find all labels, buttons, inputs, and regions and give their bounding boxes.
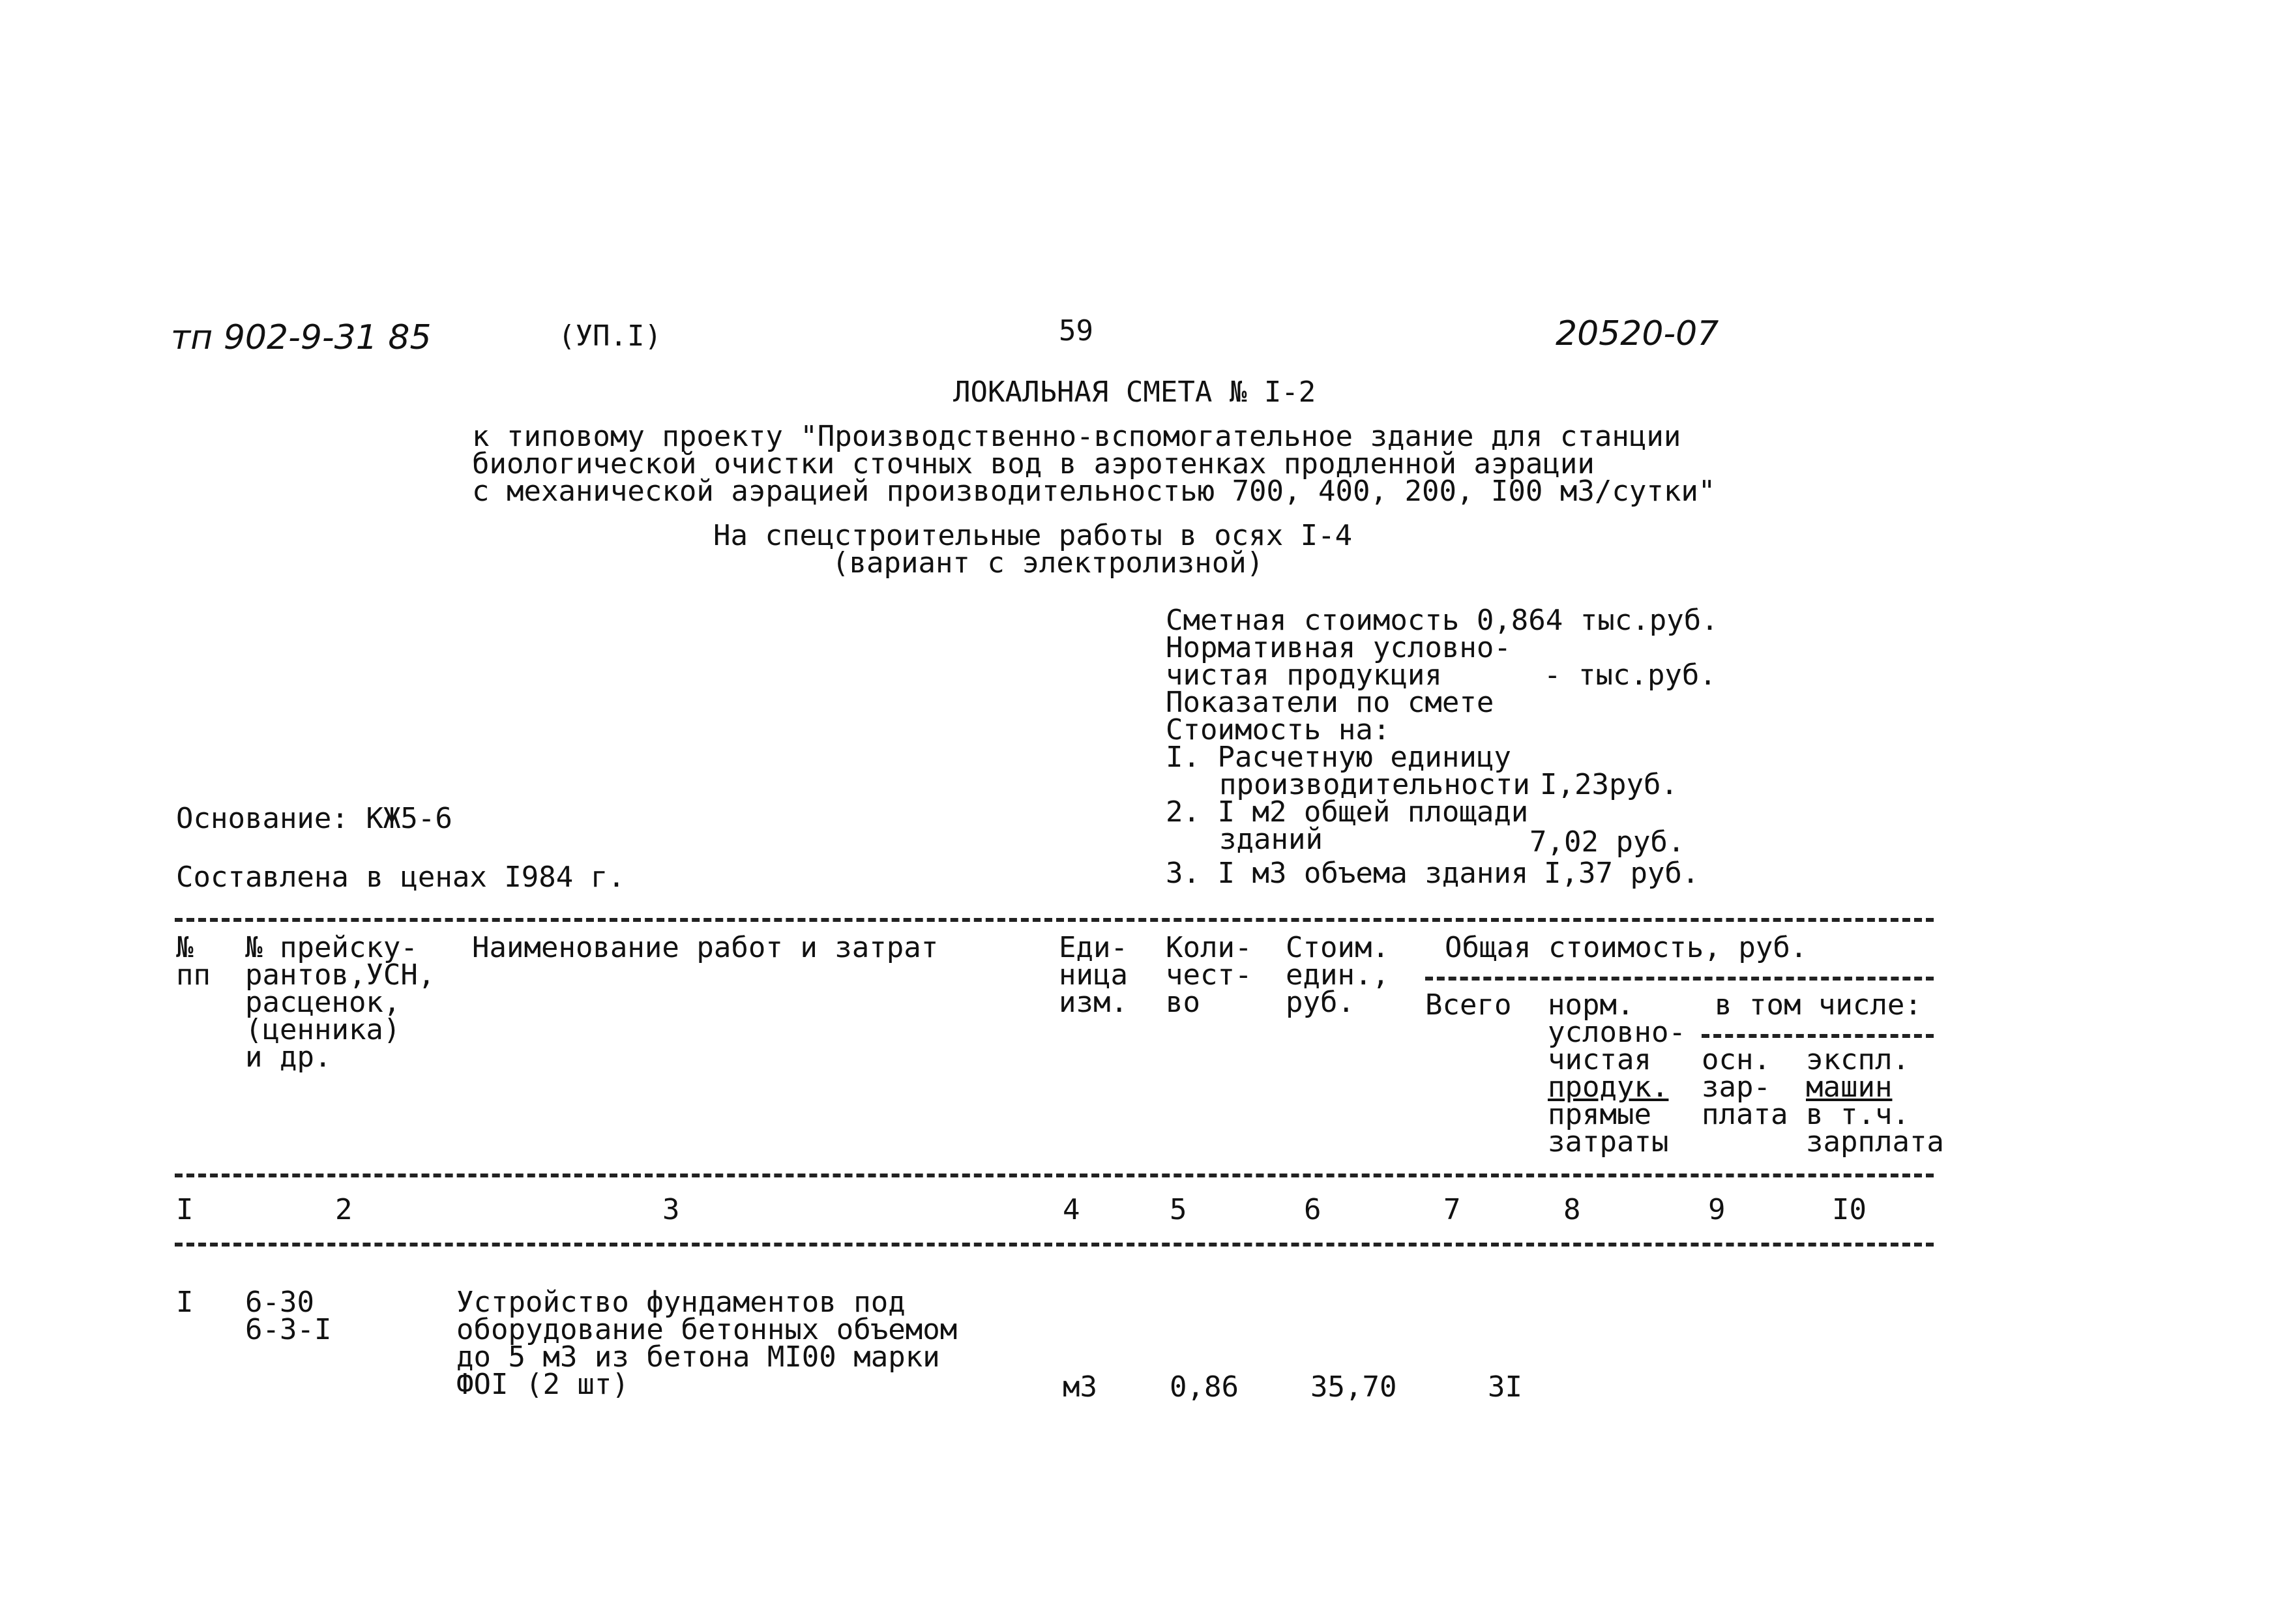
work-scope: На спецстроительные работы в осях I-4 <box>713 519 1353 552</box>
column-number-9: 9 <box>1708 1193 1726 1226</box>
col-2-header-line-4: (ценника) <box>245 1013 401 1046</box>
col-5-header-line-3: во <box>1166 986 1200 1019</box>
col-2-header-line-3: расценок, <box>245 986 401 1019</box>
project-description-line-1: к типовому проекту "Производственно-вспомогательное здание для станции <box>472 420 1681 453</box>
row-1-name-line-1: Устройство фундаментов под <box>456 1286 906 1319</box>
normative-product-line-1: Нормативная условно- <box>1166 631 1511 664</box>
col-8-header-line-2: условно- <box>1548 1016 1686 1049</box>
indicator-2-value: 7,02 руб. <box>1529 825 1685 859</box>
col-4-header-line-3: изм. <box>1059 986 1128 1019</box>
col-8-header-line-5: прямые <box>1548 1098 1651 1131</box>
col-5-header-line-2: чест- <box>1166 958 1252 992</box>
row-1-code-2: 6-3-I <box>245 1313 332 1346</box>
col-10-header-line-1: экспл. <box>1806 1043 1910 1076</box>
document-title: ЛОКАЛЬНАЯ СМЕТА № I-2 <box>953 376 1316 409</box>
col-7-header: Всего <box>1425 988 1512 1022</box>
row-1-unit-cost: 35,70 <box>1310 1370 1397 1404</box>
indicators-heading: Показатели по смете <box>1166 686 1494 719</box>
total-cost-group-rule <box>1425 977 1934 981</box>
column-number-5: 5 <box>1170 1193 1187 1226</box>
col-6-header-line-3: руб. <box>1286 986 1355 1019</box>
including-group-header: в том числе: <box>1715 988 1922 1022</box>
column-number-3: 3 <box>662 1193 680 1226</box>
project-description-line-2: биологической очистки сточных вод в аэротенках продленной аэрации <box>472 447 1595 480</box>
including-group-rule <box>1702 1034 1934 1038</box>
column-number-4: 4 <box>1063 1193 1080 1226</box>
col-8-header-line-6: затраты <box>1548 1125 1669 1159</box>
col-3-header: Наименование работ и затрат <box>472 931 939 964</box>
col-4-header-line-1: Еди- <box>1059 931 1128 964</box>
col-8-header-line-4: продук. <box>1548 1070 1669 1104</box>
document-number: 20520-07 <box>1556 314 1719 353</box>
col-10-header-line-3: в т.ч. <box>1806 1098 1910 1131</box>
total-cost-group-header: Общая стоимость, руб. <box>1445 931 1808 964</box>
column-number-10: I0 <box>1832 1193 1867 1226</box>
col-10-header-line-4: зарплата <box>1806 1125 1944 1159</box>
row-1-name-line-4: ФОI (2 шт) <box>456 1368 629 1401</box>
column-number-6: 6 <box>1304 1193 1322 1226</box>
col-1-header-line-1: № <box>176 931 194 964</box>
indicator-3-line-1: 3. I м3 объема здания <box>1166 857 1529 890</box>
col-4-header-line-2: ница <box>1059 958 1128 992</box>
col-6-header-line-2: един., <box>1286 958 1389 992</box>
price-base: Составлена в ценах I984 г. <box>176 861 625 894</box>
row-1-number: I <box>176 1286 194 1319</box>
indicator-1-line-1: I. Расчетную единицу <box>1166 741 1511 774</box>
col-9-header-line-2: зар- <box>1702 1070 1771 1104</box>
row-1-code-1: 6-30 <box>245 1286 314 1319</box>
col-2-header-line-2: рантов,УСН, <box>245 958 436 992</box>
col-5-header-line-1: Коли- <box>1166 931 1252 964</box>
table-top-rule <box>175 918 1934 922</box>
col-10-header-line-2: машин <box>1806 1070 1893 1104</box>
row-1-total: 3I <box>1488 1370 1522 1404</box>
numbers-bottom-rule <box>175 1243 1934 1247</box>
estimated-cost: Сметная стоимость 0,864 тыс.руб. <box>1166 604 1719 637</box>
col-2-header-line-1: № прейску- <box>245 931 418 964</box>
row-1-unit: м3 <box>1063 1370 1097 1404</box>
column-number-2: 2 <box>335 1193 353 1226</box>
header-bottom-rule <box>175 1174 1934 1177</box>
col-8-header-line-1: норм. <box>1548 988 1634 1022</box>
indicator-2-line-1: 2. I м2 общей площади <box>1166 795 1529 829</box>
album-number: (УП.I) <box>558 319 662 353</box>
indicator-1-line-2: производительности <box>1219 768 1530 801</box>
row-1-name-line-2: оборудование бетонных объемом <box>456 1313 958 1346</box>
basis-label: Основание: КЖ5-6 <box>176 802 452 835</box>
cost-on-heading: Стоимость на: <box>1166 713 1391 746</box>
col-2-header-line-5: и др. <box>245 1041 332 1074</box>
project-description-line-3: с механической аэрацией производительностью 700, 400, 200, I00 м3/сутки" <box>472 475 1716 508</box>
indicator-2-line-2: зданий <box>1219 823 1323 856</box>
col-9-header-line-1: осн. <box>1702 1043 1771 1076</box>
work-variant: (вариант с электролизной) <box>832 546 1264 580</box>
col-9-header-line-3: плата <box>1702 1098 1788 1131</box>
column-number-7: 7 <box>1443 1193 1461 1226</box>
col-8-header-line-3: чистая <box>1548 1043 1651 1076</box>
normative-product-value: - тыс.руб. <box>1544 658 1717 692</box>
indicator-3-value: I,37 руб. <box>1544 857 1700 890</box>
page-number: 59 <box>1059 314 1093 347</box>
indicator-1-value: I,23руб. <box>1540 768 1678 801</box>
col-6-header-line-1: Стоим. <box>1286 931 1389 964</box>
col-1-header-line-2: пп <box>176 958 211 992</box>
column-number-8: 8 <box>1563 1193 1581 1226</box>
column-number-1: I <box>176 1193 194 1226</box>
normative-product-line-2: чистая продукция <box>1166 658 1442 692</box>
row-1-name-line-3: до 5 м3 из бетона МI00 марки <box>456 1340 940 1374</box>
project-code: тп 902-9-31 85 <box>171 318 432 357</box>
row-1-quantity: 0,86 <box>1170 1370 1239 1404</box>
